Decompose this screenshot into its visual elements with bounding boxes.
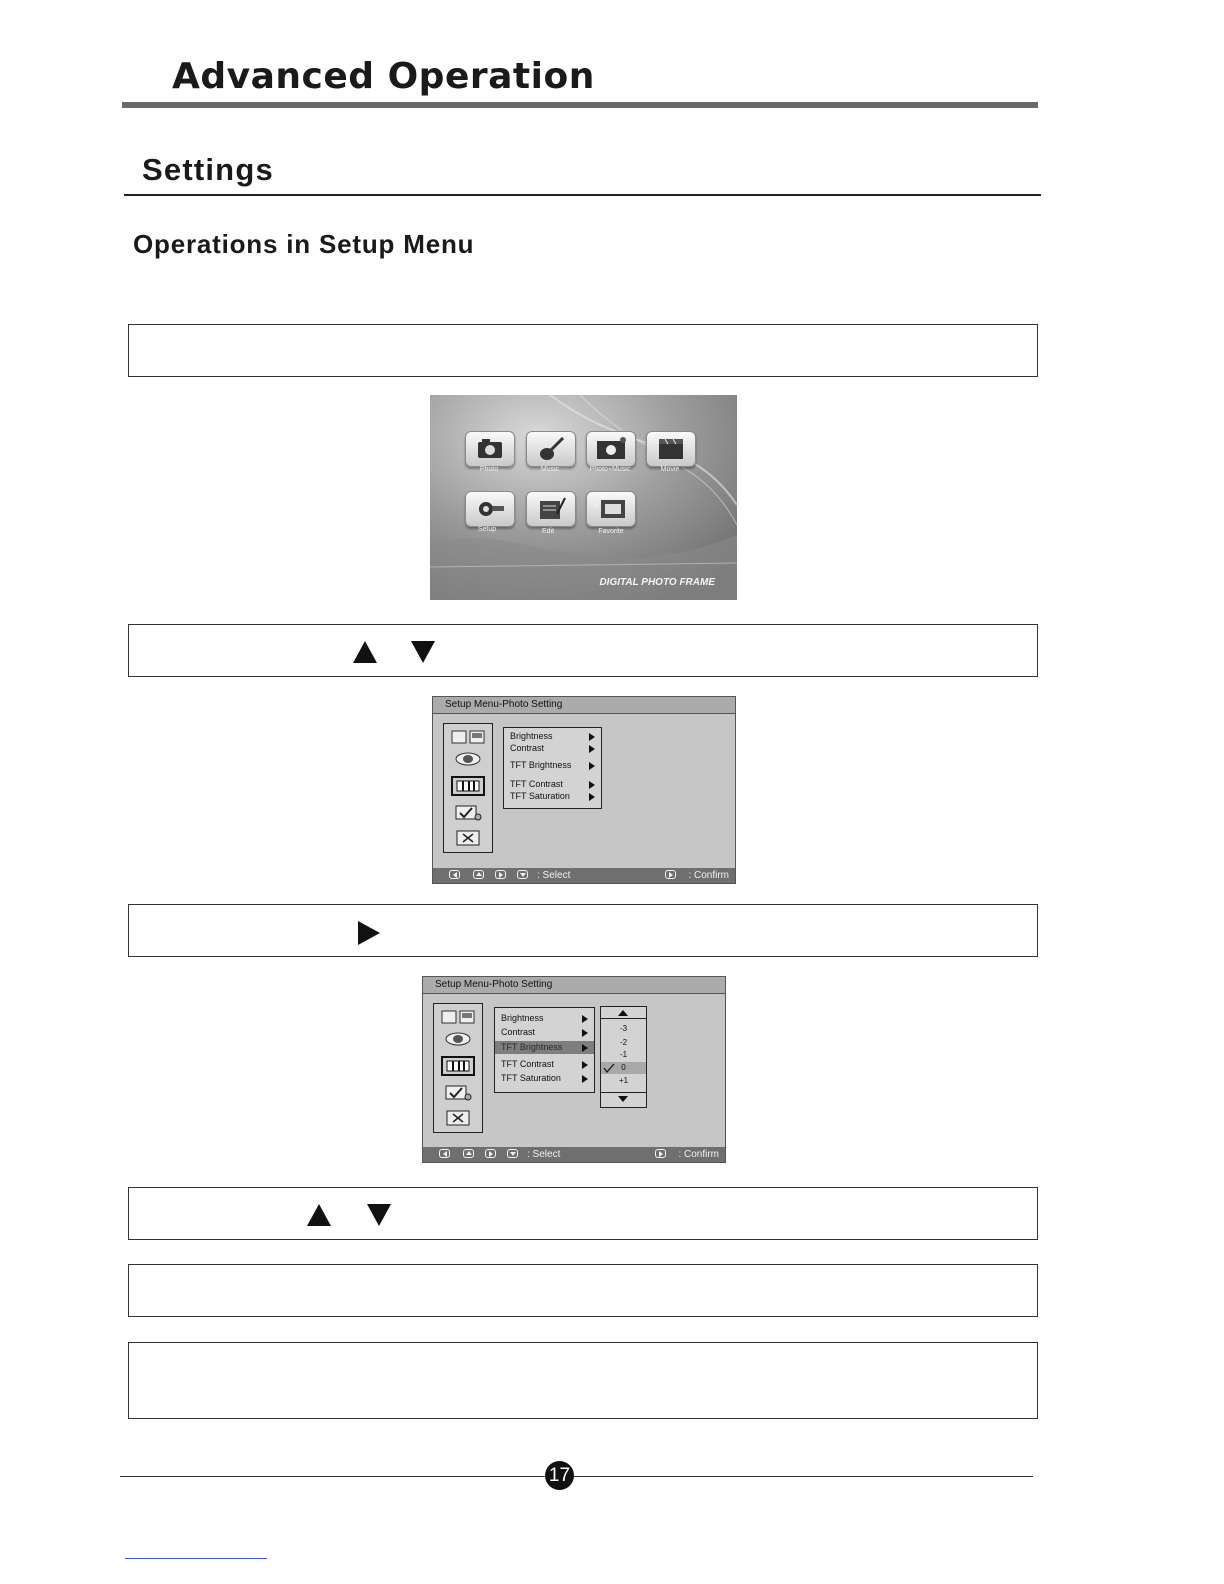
setup-item-tft-saturation[interactable] [504,790,601,803]
submenu-arrow-icon [589,762,595,770]
setup-submenu-screenshot [422,976,726,1163]
step-box-4 [128,1187,1038,1240]
home-brand-text: DIGITAL PHOTO FRAME [599,577,715,588]
setup-item-tft-saturation[interactable] [495,1072,594,1085]
setup-menu-title: Setup Menu-Photo Setting [423,977,725,994]
music-tile[interactable] [526,431,576,467]
favorite-tile[interactable] [586,491,636,527]
edit-icon [527,492,575,526]
submenu-arrow-icon [582,1044,588,1052]
setup-item-tft-contrast[interactable] [495,1058,594,1071]
display-setting-icon [451,776,485,796]
setup-item-label: TFT Brightness [501,1042,563,1052]
step-box-6 [128,1342,1038,1419]
favorite-icon [587,492,635,526]
step-box-2 [128,624,1038,677]
setup-footer-bar [423,1147,725,1162]
setup-tile[interactable] [465,491,515,527]
step-box-3 [128,904,1038,957]
setup-item-label: Brightness [510,731,553,741]
down-arrow-icon [411,641,435,663]
setup-options-list [494,1007,595,1093]
setup-menu-title: Setup Menu-Photo Setting [433,697,735,714]
checkbox-setting-icon [453,804,483,822]
left-key-icon [439,1149,450,1158]
down-key-icon [507,1149,518,1158]
submenu-arrow-icon [589,745,595,753]
setup-item-label: TFT Saturation [501,1073,561,1083]
scroll-down-icon[interactable] [618,1096,628,1102]
exit-icon [446,1110,470,1126]
right-key-icon [485,1149,496,1158]
clapperboard-icon [647,432,695,466]
down-key-icon [517,870,528,879]
guitar-icon [527,432,575,466]
scroll-up-icon[interactable] [618,1010,628,1016]
section-heading: Settings [142,152,274,187]
home-label-photo: Photo [479,466,499,473]
setup-options-list [503,727,602,809]
section-heading-rule [124,194,1041,196]
left-key-icon [449,870,460,879]
value-option-selected[interactable] [601,1062,646,1074]
confirm-hint: : Confirm [688,870,729,881]
setup-menu-screenshot [432,696,736,884]
setup-item-label: TFT Contrast [510,779,563,789]
setup-icon-column [433,1003,483,1133]
slideshow-icon [445,1032,471,1046]
submenu-arrow-icon [582,1075,588,1083]
select-hint: : Select [537,870,571,881]
tools-icon [466,492,514,526]
submenu-arrow-icon [582,1029,588,1037]
step-box-1 [128,324,1038,377]
setup-item-label: Contrast [510,743,545,753]
checkbox-setting-icon [443,1084,473,1102]
page-number: 17 [545,1461,574,1490]
main-heading: Advanced Operation [172,56,595,97]
right-arrow-icon [358,921,380,945]
footer-rule [120,1476,1033,1477]
subsection-heading: Operations in Setup Menu [133,229,475,259]
up-key-icon [473,870,484,879]
photo-tile[interactable] [465,431,515,467]
value-option[interactable]: -2 [619,1038,628,1047]
down-arrow-icon [367,1204,391,1226]
up-arrow-icon [353,641,377,663]
submenu-arrow-icon [589,781,595,789]
play-key-icon [665,870,676,879]
setup-footer-bar [433,868,735,883]
value-option[interactable]: -1 [619,1050,628,1059]
photo-music-icon [587,432,635,466]
setup-item-label: Contrast [501,1027,536,1037]
selected-value-label: 0 [621,1063,626,1072]
setup-item-label: Brightness [501,1013,544,1023]
home-label-music: Music [540,466,560,473]
setup-item-contrast[interactable] [504,742,601,755]
submenu-arrow-icon [582,1061,588,1069]
right-key-icon [495,870,506,879]
select-hint: : Select [527,1149,561,1160]
home-label-favorite: Favorite [598,528,624,535]
submenu-arrow-icon [589,733,595,741]
photo-setting-icon [451,730,485,744]
setup-item-label: TFT Contrast [501,1059,554,1069]
setup-item-label: TFT Brightness [510,760,572,770]
home-label-photo-music: Photo+Music [589,466,631,473]
camera-icon [466,432,514,466]
play-key-icon [655,1149,666,1158]
setup-item-brightness[interactable] [495,1012,594,1025]
home-menu-screenshot [430,395,737,600]
bottom-link-underline[interactable] [125,1558,267,1559]
setup-icon-column [443,723,493,853]
edit-tile[interactable] [526,491,576,527]
slideshow-icon [455,752,481,766]
up-key-icon [463,1149,474,1158]
home-label-movie: Movie [660,466,680,473]
main-heading-rule [122,102,1038,108]
home-label-edit: Edit [541,528,555,535]
value-list [600,1006,647,1108]
photo-setting-icon [441,1010,475,1024]
step-box-5 [128,1264,1038,1317]
up-arrow-icon [307,1204,331,1226]
setup-item-tft-brightness-highlighted[interactable] [495,1041,594,1054]
movie-tile[interactable] [646,431,696,467]
submenu-arrow-icon [589,793,595,801]
value-option[interactable]: +1 [618,1076,629,1085]
value-option[interactable]: -3 [619,1024,628,1033]
photo-music-tile[interactable] [586,431,636,467]
display-setting-icon [441,1056,475,1076]
exit-icon [456,830,480,846]
checkmark-icon [603,1063,615,1073]
home-label-setup: Setup [477,526,497,533]
submenu-arrow-icon [582,1015,588,1023]
confirm-hint: : Confirm [678,1149,719,1160]
setup-item-tft-brightness[interactable] [504,759,601,772]
setup-item-contrast[interactable] [495,1026,594,1039]
setup-item-label: TFT Saturation [510,791,570,801]
